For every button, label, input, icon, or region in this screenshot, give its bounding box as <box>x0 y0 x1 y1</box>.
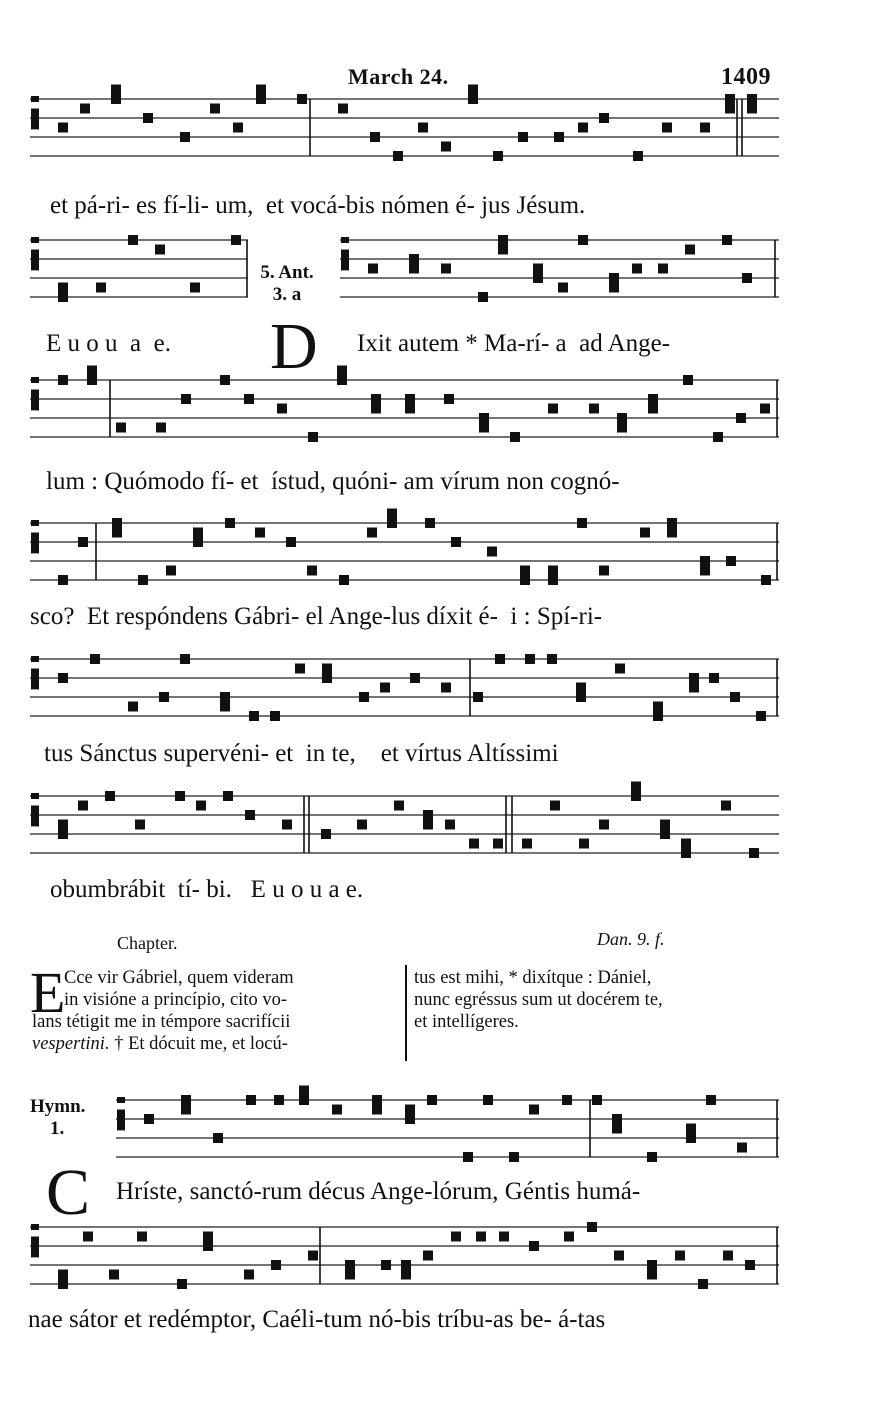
neume <box>662 123 672 133</box>
neume <box>274 1095 284 1105</box>
neume <box>592 1095 602 1105</box>
neume <box>562 1095 572 1105</box>
neume <box>747 104 757 114</box>
neume <box>700 123 710 133</box>
neume <box>683 375 693 385</box>
lyric-line-3: lum : Quómodo fí- et ístud, quóni- am vírum non cognó- <box>46 468 620 495</box>
neume <box>726 556 736 566</box>
neume <box>111 85 121 95</box>
neume <box>713 432 723 442</box>
neume <box>137 1232 147 1242</box>
neume <box>533 264 543 274</box>
neume <box>730 692 740 702</box>
neume <box>116 423 126 433</box>
neume <box>401 1270 411 1280</box>
chapter-reference: Dan. 9. f. <box>597 929 665 949</box>
neume <box>520 575 530 585</box>
neume <box>441 683 451 693</box>
neume <box>105 791 115 801</box>
neume <box>451 537 461 547</box>
chapter-left-line-3: lans tétigit me in témpore sacrifícii <box>32 1012 291 1032</box>
neume <box>372 1105 382 1115</box>
neume <box>359 692 369 702</box>
neume <box>58 829 68 839</box>
neume <box>525 654 535 664</box>
c-clef-top <box>341 237 349 243</box>
staff-lines <box>30 99 779 1284</box>
neume <box>747 94 757 104</box>
neume <box>689 683 699 693</box>
neume <box>337 366 347 376</box>
chapter-initial-e: E <box>30 960 66 1025</box>
neume <box>648 394 658 404</box>
neume <box>660 820 670 830</box>
neume <box>203 1232 213 1242</box>
c-clef <box>31 1237 39 1258</box>
neume <box>498 245 508 255</box>
neume <box>58 820 68 830</box>
neume <box>282 820 292 830</box>
neume <box>256 85 266 95</box>
neume <box>220 692 230 702</box>
neume <box>135 820 145 830</box>
neume <box>418 123 428 133</box>
neume <box>615 664 625 674</box>
neume <box>681 839 691 849</box>
neume <box>700 556 710 566</box>
neume <box>225 518 235 528</box>
neume <box>487 547 497 557</box>
neume <box>144 1114 154 1124</box>
page-number: 1409 <box>721 64 771 90</box>
neume <box>463 1152 473 1162</box>
neume <box>405 1105 415 1115</box>
neume <box>233 123 243 133</box>
neume <box>321 829 331 839</box>
c-clef <box>31 109 39 130</box>
neume <box>159 692 169 702</box>
neume <box>736 413 746 423</box>
neume <box>587 1222 597 1232</box>
neume <box>308 432 318 442</box>
neume <box>181 1095 191 1105</box>
neume <box>249 711 259 721</box>
neume <box>128 702 138 712</box>
neume <box>143 113 153 123</box>
chapter-left-line-2: in visióne a princípio, cito vo- <box>64 990 287 1010</box>
neume <box>660 829 670 839</box>
neume <box>177 1279 187 1289</box>
neume <box>633 151 643 161</box>
neume <box>109 1270 119 1280</box>
neume <box>193 528 203 538</box>
neume <box>518 132 528 142</box>
c-clef <box>117 1110 125 1131</box>
neume <box>520 566 530 576</box>
c-clef-top <box>31 237 39 243</box>
neume <box>332 1105 342 1115</box>
neume <box>468 85 478 95</box>
neumes <box>31 85 771 1290</box>
neume <box>706 1095 716 1105</box>
neume <box>647 1260 657 1270</box>
neume <box>401 1260 411 1270</box>
neume <box>686 1133 696 1143</box>
neume <box>599 566 609 576</box>
neume <box>423 820 433 830</box>
neume <box>256 94 266 104</box>
neume <box>749 848 759 858</box>
neume <box>78 801 88 811</box>
neume <box>220 702 230 712</box>
neume <box>509 1152 519 1162</box>
neume <box>640 528 650 538</box>
neume <box>166 566 176 576</box>
neume <box>609 273 619 283</box>
neume <box>78 537 88 547</box>
neume <box>548 566 558 576</box>
neume <box>479 413 489 423</box>
neume <box>297 94 307 104</box>
neume <box>499 1232 509 1242</box>
chapter-italic-word: vespertini. <box>32 1034 110 1054</box>
neume <box>648 404 658 414</box>
neume <box>737 1143 747 1153</box>
c-clef <box>31 390 39 411</box>
neume <box>405 404 415 414</box>
bar-lines <box>96 99 777 1284</box>
neume <box>80 104 90 114</box>
neume <box>425 518 435 528</box>
neume <box>427 1095 437 1105</box>
neume <box>58 123 68 133</box>
neume <box>58 1279 68 1289</box>
neume <box>337 375 347 385</box>
neume <box>667 518 677 528</box>
neume <box>529 1241 539 1251</box>
neume <box>479 423 489 433</box>
neume <box>58 673 68 683</box>
chapter-right-line-2: nunc egréssus sum ut docérem te, <box>414 990 663 1010</box>
antiphon-label <box>252 262 322 306</box>
neume <box>277 404 287 414</box>
neume <box>612 1124 622 1134</box>
c-clef-top <box>31 520 39 526</box>
hymn-label <box>30 1096 85 1140</box>
running-title: March 24. <box>348 64 449 89</box>
neume <box>548 575 558 585</box>
neume <box>722 235 732 245</box>
neume <box>270 711 280 721</box>
neume <box>617 423 627 433</box>
neume <box>533 273 543 283</box>
neume <box>495 654 505 664</box>
c-clef <box>31 669 39 690</box>
neume <box>493 839 503 849</box>
neume <box>181 1105 191 1115</box>
neume <box>558 283 568 293</box>
neume <box>478 292 488 302</box>
neume <box>58 283 68 293</box>
antiphon-mode: 3. a <box>272 284 302 305</box>
neume <box>357 820 367 830</box>
lyric-line-1: et pá-ri- es fí-li- um, et vocá-bis nómen é- jus Jésum. <box>50 192 586 219</box>
neume <box>550 801 560 811</box>
neume <box>111 94 121 104</box>
neume <box>745 1260 755 1270</box>
neume <box>700 566 710 576</box>
neume <box>83 1232 93 1242</box>
neume <box>723 1251 733 1261</box>
neume <box>220 375 230 385</box>
c-clef-top <box>31 96 39 102</box>
neume <box>451 1232 461 1242</box>
chapter-left-line-4-rest: † Et dócuit me, et locú- <box>109 1034 288 1054</box>
chapter-left-line-1: Cce vir Gábriel, quem videram <box>64 968 294 988</box>
neume <box>244 1270 254 1280</box>
neume <box>370 132 380 142</box>
neume <box>180 132 190 142</box>
neume <box>721 801 731 811</box>
neume <box>345 1270 355 1280</box>
neume <box>510 432 520 442</box>
neume <box>709 673 719 683</box>
neume <box>307 566 317 576</box>
neume <box>244 394 254 404</box>
neume <box>612 1114 622 1124</box>
neume <box>112 518 122 528</box>
neume <box>681 848 691 858</box>
neume <box>231 235 241 245</box>
neume <box>617 413 627 423</box>
neume <box>725 94 735 104</box>
neume <box>667 528 677 538</box>
neume <box>371 404 381 414</box>
antiphon-number: 5. Ant. <box>260 262 314 283</box>
neume <box>203 1241 213 1251</box>
neume <box>609 283 619 293</box>
neume <box>576 692 586 702</box>
neume <box>255 528 265 538</box>
neume <box>175 791 185 801</box>
drop-initial-c: C <box>46 1156 91 1229</box>
c-clef-top <box>31 1224 39 1230</box>
c-clef <box>31 806 39 827</box>
neume <box>423 810 433 820</box>
neume <box>444 394 454 404</box>
neume <box>441 142 451 152</box>
c-clef-top <box>31 377 39 383</box>
neume <box>180 654 190 664</box>
c-clef <box>31 250 39 271</box>
neume <box>761 575 771 585</box>
neume <box>658 264 668 274</box>
neume <box>387 518 397 528</box>
chapter-left-line-4 <box>32 1034 288 1055</box>
neume <box>653 702 663 712</box>
neume <box>675 1251 685 1261</box>
neume <box>742 273 752 283</box>
neume <box>756 711 766 721</box>
neume <box>410 673 420 683</box>
neume <box>614 1251 624 1261</box>
neume <box>193 537 203 547</box>
neume <box>498 235 508 245</box>
neume <box>128 235 138 245</box>
neume <box>87 366 97 376</box>
neume <box>246 1095 256 1105</box>
neume <box>271 1260 281 1270</box>
neume <box>90 654 100 664</box>
c-clef <box>341 250 349 271</box>
chapter-column-divider <box>405 965 407 1061</box>
neume <box>299 1086 309 1096</box>
lyric-line-6: obumbrábit tí- bi. E u o u a e. <box>50 876 364 903</box>
neume <box>58 575 68 585</box>
lyric-euouae-1: E u o u a e. <box>46 330 171 357</box>
neume <box>469 839 479 849</box>
hymn-mode: 1. <box>50 1118 65 1139</box>
neume <box>368 264 378 274</box>
neume <box>112 528 122 538</box>
neume <box>445 820 455 830</box>
neume <box>405 1114 415 1124</box>
neume <box>576 683 586 693</box>
c-clef <box>31 533 39 554</box>
neume <box>632 264 642 274</box>
neume <box>547 654 557 664</box>
neume <box>339 575 349 585</box>
neume <box>441 264 451 274</box>
drop-initial-d: D <box>270 310 318 383</box>
neume <box>473 692 483 702</box>
neume <box>423 1251 433 1261</box>
neume <box>155 245 165 255</box>
c-clef-top <box>31 656 39 662</box>
lyric-line-8: nae sátor et redémptor, Caéli-tum nó-bis tríbu-as be- á-tas <box>28 1306 606 1333</box>
neume <box>685 245 695 255</box>
neume <box>405 394 415 404</box>
neume <box>599 820 609 830</box>
neume <box>689 673 699 683</box>
neume <box>295 664 305 674</box>
neume <box>322 673 332 683</box>
neume <box>181 394 191 404</box>
neume <box>493 151 503 161</box>
neume <box>554 132 564 142</box>
lyric-line-5: tus Sánctus supervéni- et in te, et vírtus Altíssimi <box>44 740 559 767</box>
neume <box>578 235 588 245</box>
neume <box>631 782 641 792</box>
neume <box>138 575 148 585</box>
neume <box>308 1251 318 1261</box>
neume <box>322 664 332 674</box>
neume <box>522 839 532 849</box>
neume <box>653 711 663 721</box>
c-clef-top <box>31 793 39 799</box>
neume <box>58 375 68 385</box>
neume <box>286 537 296 547</box>
neume <box>299 1095 309 1105</box>
neume <box>371 394 381 404</box>
neume <box>393 151 403 161</box>
neume <box>725 104 735 114</box>
neume <box>387 509 397 519</box>
neume <box>476 1232 486 1242</box>
neume <box>213 1133 223 1143</box>
neume <box>409 254 419 264</box>
neume <box>58 1270 68 1280</box>
neume <box>96 283 106 293</box>
chapter-right-line-3: et intellígeres. <box>414 1012 519 1032</box>
neume <box>577 518 587 528</box>
neume <box>196 801 206 811</box>
lyric-line-7: Hríste, sanctó-rum décus Ange-lórum, Géntis humá- <box>116 1178 641 1205</box>
neume <box>367 528 377 538</box>
neume <box>156 423 166 433</box>
neume <box>380 683 390 693</box>
neume <box>599 113 609 123</box>
neume <box>529 1105 539 1115</box>
neume <box>223 791 233 801</box>
lyric-line-2: Ixit autem * Ma-rí- a ad Ange- <box>357 330 671 357</box>
neume <box>468 94 478 104</box>
neume <box>564 1232 574 1242</box>
neume <box>245 810 255 820</box>
neume <box>647 1270 657 1280</box>
neume <box>87 375 97 385</box>
neume <box>686 1124 696 1134</box>
chapter-heading: Chapter. <box>117 933 178 953</box>
neume <box>548 404 558 414</box>
neume <box>338 104 348 114</box>
neume <box>579 839 589 849</box>
neume <box>190 283 200 293</box>
neume <box>647 1152 657 1162</box>
chapter-right-line-1: tus est mihi, * dixítque : Dániel, <box>414 968 652 988</box>
neume <box>58 292 68 302</box>
neume <box>760 404 770 414</box>
neume <box>210 104 220 114</box>
neume <box>483 1095 493 1105</box>
neume <box>394 801 404 811</box>
neume <box>372 1095 382 1105</box>
neume <box>381 1260 391 1270</box>
neume <box>578 123 588 133</box>
lyric-line-4: sco? Et respóndens Gábri- el Ange-lus díxit é- i : Spí-ri- <box>30 603 603 630</box>
neume <box>631 791 641 801</box>
c-clef-top <box>117 1097 125 1103</box>
neume <box>589 404 599 414</box>
hymn-word: Hymn. <box>30 1096 86 1117</box>
neume <box>409 264 419 274</box>
neume <box>698 1279 708 1289</box>
neume <box>345 1260 355 1270</box>
